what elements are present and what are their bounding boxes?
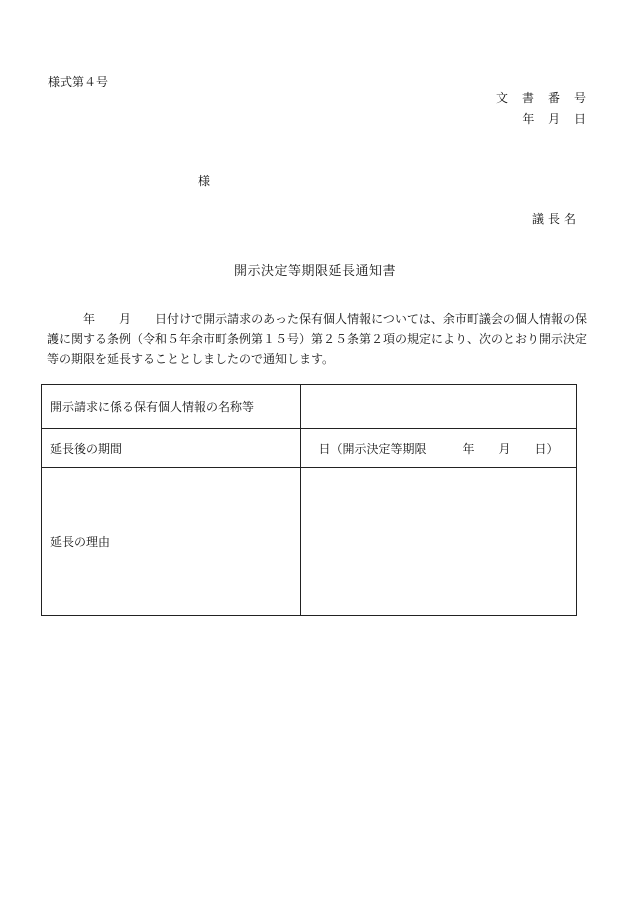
info-table — [41, 384, 577, 616]
document-date-label: 年 月 日 — [522, 112, 586, 126]
document-title: 開示決定等期限延長通知書 — [233, 264, 396, 279]
row-label-extension-reason: 延長の理由 — [42, 468, 301, 616]
row-label-info-name: 開示請求に係る保有個人情報の名称等 — [42, 385, 301, 429]
body-paragraph: 年 月 日付けで開示請求のあった保有個人情報については、余市町議会の個人情報の保護に関する条例（令和５年余市町条例第１５号）第２５条第２項の規定により、次のとおり開示決定等の期限を延長することとしましたので通知します。 — [47, 312, 588, 366]
table-row — [42, 385, 577, 429]
row-value-info-name — [301, 385, 577, 429]
row-value-extension-reason — [301, 468, 577, 616]
table-row — [42, 429, 577, 468]
form-number: 様式第４号 — [48, 75, 109, 89]
document-number-label: 文書番号 — [495, 91, 600, 105]
extended-period-text: 日（開示決定等期限 年 月 日） — [318, 441, 559, 456]
table-row — [42, 468, 577, 616]
row-label-extended-period: 延長後の期間 — [42, 429, 301, 468]
sender-name: 議長名 — [531, 212, 580, 226]
row-value-extended-period — [301, 429, 577, 468]
addressee-suffix: 様 — [198, 174, 211, 188]
